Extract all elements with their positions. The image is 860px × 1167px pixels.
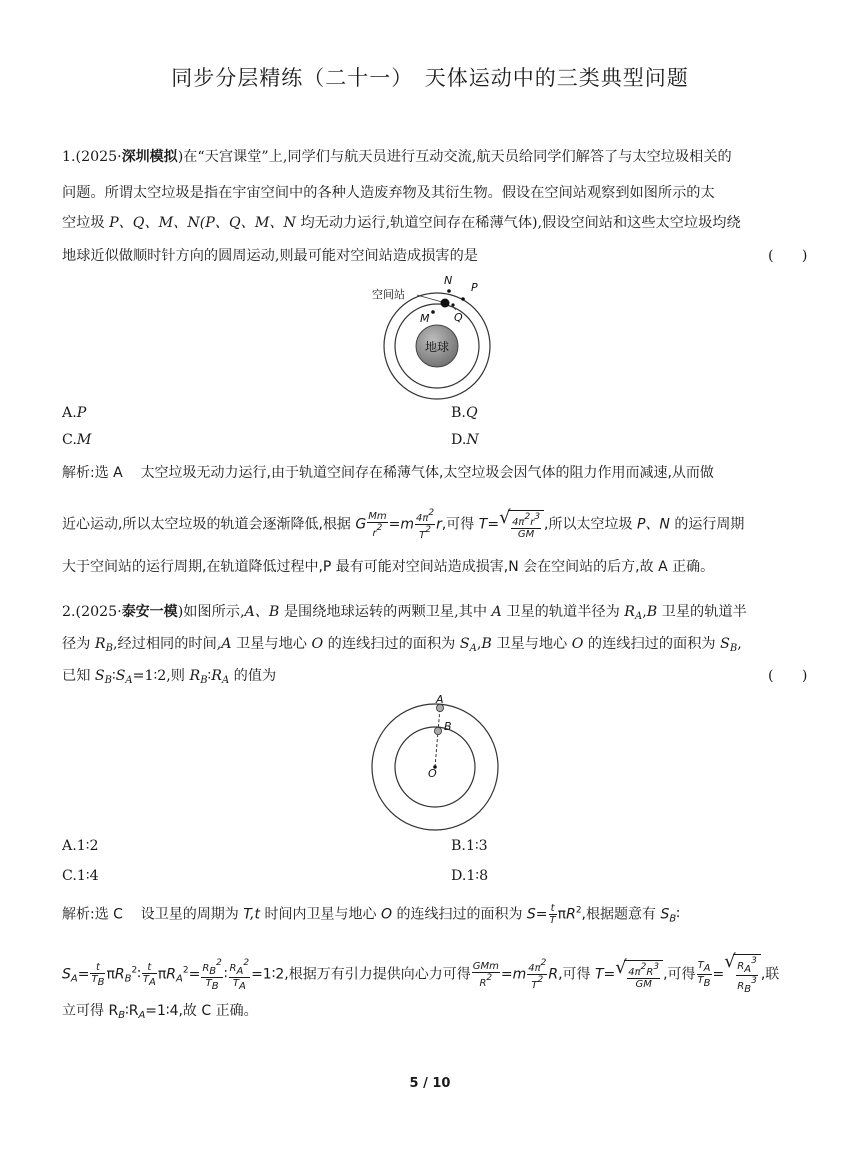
q1-analysis-line-2: 近心运动,所以太空垃圾的轨道会逐渐降低,根据 G $\frac{Mm}{r2}$ =m $\frac{4\pi 2}{T2}$ r,可得 T= √ $\frac{4\pi 2r3}{GM}$ ,所以太空垃圾 P、N 的运行周期 xyxy=(62,508,744,541)
q2-option-b[interactable]: B.1∶3 xyxy=(451,838,488,854)
svg-text:B: B xyxy=(444,720,452,733)
q1-analysis-label: 解析:选 A xyxy=(62,465,123,481)
q2-option-a[interactable]: A.1∶2 xyxy=(62,838,99,854)
page-title: 同步分层精练（二十一） 天体运动中的三类典型问题 xyxy=(171,66,689,90)
q2-option-d[interactable]: D.1∶8 xyxy=(451,868,489,884)
q1-source: 深圳模拟 xyxy=(121,149,178,165)
q2-line-1: 2.(2025·泰安一模)如图所示,A、B 是围绕地球运转的两颗卫星,其中 A 卫星的轨道半径为 $R_A,B$ 卫星的轨道半 xyxy=(62,604,747,622)
space-station-dot xyxy=(441,299,450,308)
svg-text:Q: Q xyxy=(454,311,463,324)
svg-text:M: M xyxy=(420,312,430,325)
q2-line-2: 径为 $R_B$,经过相同的时间,A 卫星与地心 O 的连线扫过的面积为 $S_A,B$ 卫星与地心 O 的连线扫过的面积为 $S_B$, xyxy=(62,636,742,654)
q1-stem-line-3: 空垃圾 P、Q、M、N(P、Q、M、N 均无动力运行,轨道空间存在稀薄气体),假设空间站和这些太空垃圾均绕 xyxy=(62,215,741,231)
q1-line-1: 1.(2025·深圳模拟)在“天宫课堂”上,同学们与航天员进行互动交流,航天员给同学们解答了与太空垃圾相关的 xyxy=(62,149,732,165)
q2-analysis-line-1: 解析:选 C 设卫星的周期为 T,t 时间内卫星与地心 O 的连线扫过的面积为 S= $\frac{t}{T}$ $\pi R^2$,根据题意有 $S_B∶$ xyxy=(62,903,680,926)
q1-stem-line-4: 地球近似做顺时针方向的圆周运动,则最可能对空间站造成损害的是 xyxy=(62,248,478,264)
satellite-b-icon xyxy=(434,727,441,734)
q1-option-a[interactable]: A.P xyxy=(62,405,87,421)
radius-line xyxy=(435,708,440,767)
q2-orbit-figure xyxy=(365,692,505,832)
q2-source: 泰安一模 xyxy=(121,604,178,620)
q1-analysis-line-3: 大于空间站的运行周期,在轨道降低过程中,P 最有可能对空间站造成损害,N 会在空间站的后方,故 A 正确。 xyxy=(62,559,715,575)
q2-line-3: 已知 $S_B∶S_A=1∶2$,则 $R_B∶R_A$ 的值为 xyxy=(62,668,277,686)
q1-option-d[interactable]: D.N xyxy=(451,432,479,448)
station-pointer xyxy=(417,295,442,302)
earth-label: 地球 xyxy=(424,340,450,354)
q1-orbit-figure xyxy=(360,272,510,402)
debris-p-dot xyxy=(461,297,465,301)
q2-analysis-line-3: 立可得 $R_B∶R_A=1∶4$,故 C 正确。 xyxy=(62,1003,258,1021)
q1-stem-line-1: 在“天宫课堂”上,同学们与航天员进行互动交流,航天员给同学们解答了与太空垃圾相关的 xyxy=(183,149,732,165)
svg-text:O: O xyxy=(428,767,437,780)
q1-answer-paren: ( ) xyxy=(768,248,808,264)
q1-stem-line-2: 问题。所谓太空垃圾是指在宇宙空间中的各种人造废弃物及其衍生物。假设在空间站观察到如图所示的太 xyxy=(62,185,715,201)
page-number: 5 / 10 xyxy=(409,1076,451,1091)
station-label: 空间站 xyxy=(372,288,405,301)
svg-text:A: A xyxy=(436,693,444,706)
q2-analysis-label: 解析:选 C xyxy=(62,906,123,923)
q2-number: 2.(2025· xyxy=(62,604,122,620)
q1-option-b[interactable]: B.Q xyxy=(451,405,478,421)
q2-answer-paren: ( ) xyxy=(768,668,808,684)
debris-m-dot xyxy=(431,310,435,314)
q1-analysis-line-1: 解析:选 A 太空垃圾无动力运行,由于轨道空间存在稀薄气体,太空垃圾会因气体的阻力作用而减速,从而做 xyxy=(62,465,714,481)
svg-text:N: N xyxy=(444,274,453,287)
q1-number: 1.(2025· xyxy=(62,149,122,165)
q2-analysis-line-2: $S_A=$ $\frac{t}{TB}$ $\pi R_B^2∶$ $\frac{t}{TA}$ $\pi R_A^2=$ $\frac{RB2}{TB}$ ∶ $\frac{RA2}{TA}$ =1∶2,根据万有引力提供向心力可得 $\frac{\text{GMm}}{R2}$ =m $\frac{4\pi 2}{T2}$ R,可得 T= √ $\frac{4\pi 2R3}{GM}$ ,可得 $\frac{TA}{TB}$ = √ $\frac{RA3}{RB3}$ ,联 xyxy=(62,954,779,995)
svg-text:P: P xyxy=(471,281,478,294)
q2-option-c[interactable]: C.1∶4 xyxy=(62,868,99,884)
q1-option-c[interactable]: C.M xyxy=(62,432,92,448)
debris-n-dot xyxy=(447,289,451,293)
